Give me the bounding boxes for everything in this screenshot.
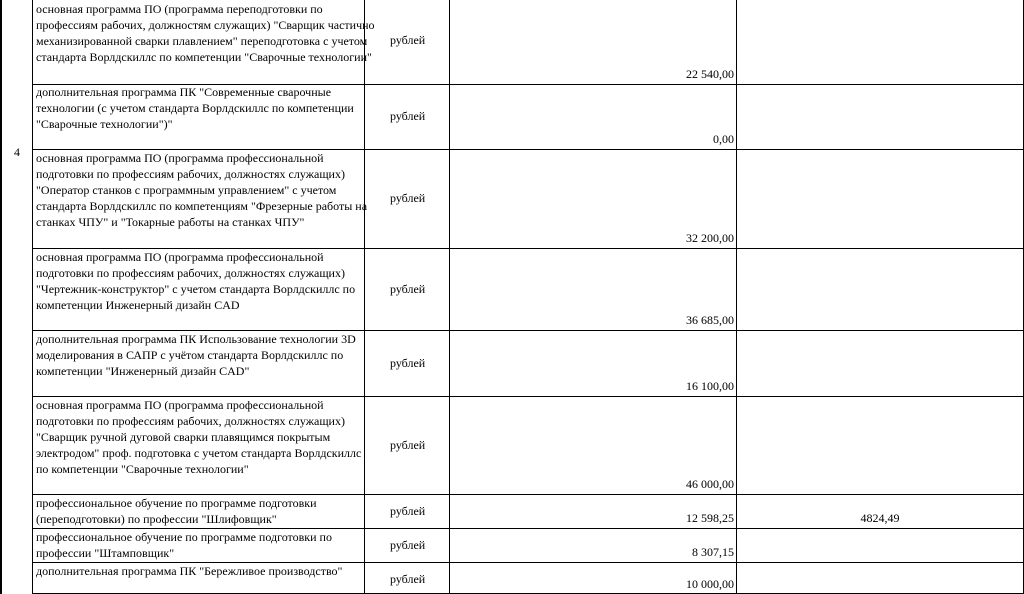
row-description: основная программа ПО (программа переподготовки по профессиям рабочих, должностям служащих) "Сварщик частично механизированной сварки плавлением" переподготовка с учетом стандарта Ворлдскиллс по компетенции "Сварочные технологии"	[36, 2, 375, 64]
row-description: основная программа ПО (программа профессиональной подготовки по профессиям рабочих, должностях служащих) "Сварщик ручной дуговой сварки плавящимся покрытым электродом" проф. подготовка с учетом стандарта Ворлдскиллс по компетенции "Сварочные технологии"	[36, 398, 362, 476]
row-amount: 32 200,00	[686, 231, 734, 245]
row-description: основная программа ПО (программа профессиональной подготовки по профессиям рабочих, должностях служащих) "Чертежник-конструктор" с учетом стандарта Ворлдскиллс по компетенции Инженерный дизайн CAD	[36, 250, 356, 312]
row-unit: рублей	[390, 504, 426, 518]
row-amount: 0,00	[713, 132, 734, 146]
row-amount: 46 000,00	[686, 477, 734, 491]
row-amount: 12 598,25	[686, 511, 734, 525]
table-row	[32, 562, 1024, 594]
table-row	[32, 84, 1024, 149]
row-description: основная программа ПО (программа профессиональной подготовки по профессиям рабочих, должностях служащих) "Оператор станков с программным управлением" с учетом стандарта Ворлдскиллс по компетенциям "Фрезерные работы на станках ЧПУ" и "Токарные работы на станках ЧПУ"	[36, 151, 368, 229]
row-unit: рублей	[390, 282, 426, 296]
row-description: профессиональное обучение по программе подготовки по профессии "Штамповщик"	[36, 530, 332, 560]
row-amount: 10 000,00	[686, 577, 734, 591]
row-unit: рублей	[390, 356, 426, 370]
row-description: дополнительная программа ПК "Современные сварочные технологии (с учетом стандарта Ворлдскиллс по компетенции "Сварочные технологии")"	[36, 85, 354, 131]
table-row	[32, 330, 1024, 396]
table-row	[32, 149, 1024, 248]
table-row	[32, 248, 1024, 330]
table-row	[32, 528, 1024, 562]
row-amount: 22 540,00	[686, 67, 734, 81]
row-unit: рублей	[390, 33, 426, 47]
row-unit: рублей	[390, 109, 426, 123]
table-row	[32, 0, 1024, 84]
row-amount: 8 307,15	[692, 545, 734, 559]
table-row	[32, 396, 1024, 494]
row-description: дополнительная программа ПК Использование технологии 3D моделирования в САПР с учётом стандарта Ворлдскиллс по компетенции "Инженерный дизайн CAD"	[36, 332, 356, 378]
row-description: профессиональное обучение по программе подготовки (переподготовки) по профессии "Шлифовщик"	[36, 496, 317, 526]
row-unit: рублей	[390, 191, 426, 205]
table-left-border	[0, 0, 2, 594]
row-description: дополнительная программа ПК "Бережливое производство"	[36, 564, 343, 578]
table-row	[32, 494, 1024, 528]
row-unit: рублей	[390, 438, 426, 452]
row-amount: 36 685,00	[686, 313, 734, 327]
row-unit: рублей	[390, 572, 426, 586]
row-extra-value: 4824,49	[860, 511, 900, 525]
row-amount: 16 100,00	[686, 379, 734, 393]
section-number: 4	[14, 145, 20, 159]
row-unit: рублей	[390, 538, 426, 552]
